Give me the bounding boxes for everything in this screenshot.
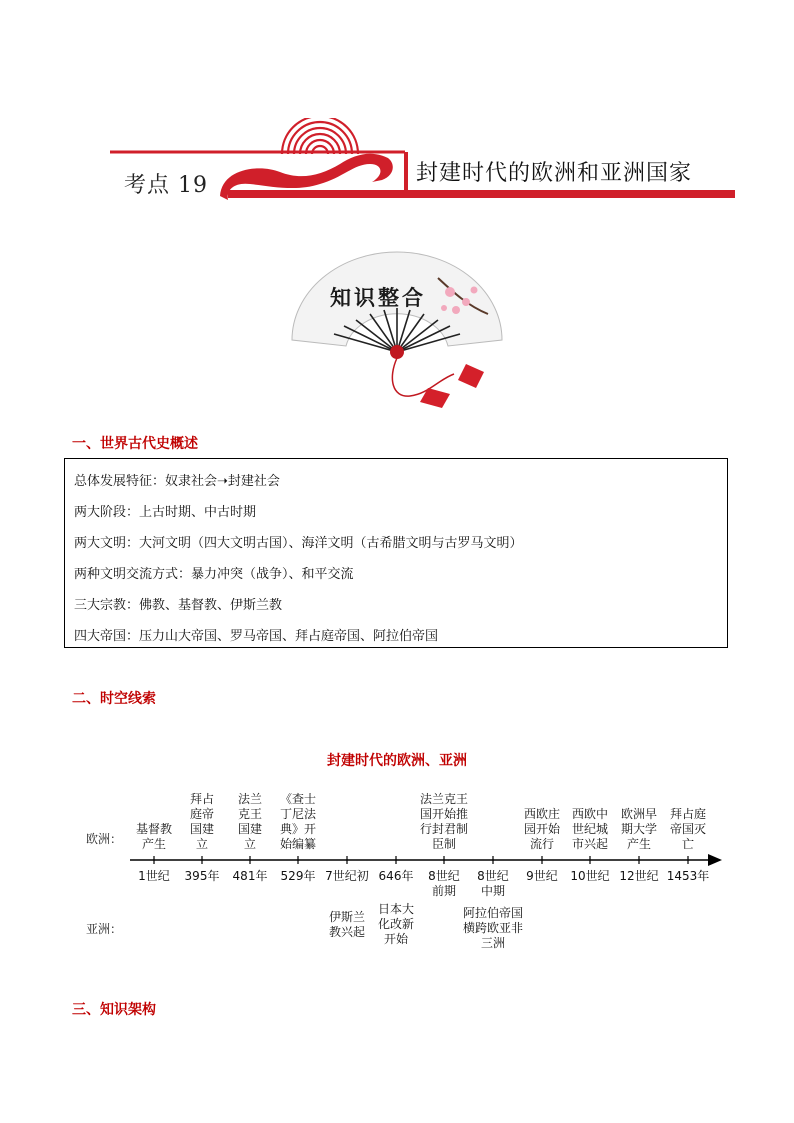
fan-title: 知识整合 [330,285,426,310]
section-heading-overview: 一、世界古代史概述 [72,436,198,452]
asia-event: 伊斯兰 教兴起 [328,910,365,939]
page-title: 封建时代的欧洲和亚洲国家 [416,161,693,186]
point-label: 考点 19 [124,173,208,198]
timeline-tick-label: 481年 [232,869,268,883]
timeline-tick-label: 12世纪 [619,869,659,883]
timeline-tick-label: 10世纪 [570,869,610,883]
europe-event: 西欧中 世纪城 市兴起 [571,807,608,851]
asia-event: 阿拉伯帝国 横跨欧亚非 三洲 [462,906,523,950]
europe-event: 欧洲早 期大学 产生 [620,807,657,851]
overview-line: 两种文明交流方式：暴力冲突（战争）、和平交流 [74,567,354,582]
asia-event: 日本大 化改新 开始 [377,902,414,946]
europe-event: 法兰克王 国开始推 行封君制 臣制 [419,792,468,851]
europe-event: 西欧庄 园开始 流行 [523,807,560,851]
europe-event: 拜占 庭帝 国建 立 [189,792,214,851]
overview-line: 两大文明：大河文明（四大文明古国）、海洋文明（古希腊文明与古罗马文明） [74,536,523,551]
europe-event: 法兰 克王 国建 立 [237,792,262,851]
europe-event: 拜占庭 帝国灭 亡 [669,807,706,851]
timeline-tick-label: 529年 [280,869,316,883]
europe-event: 基督教 产生 [135,822,172,851]
timeline-tick-label: 9世纪 [526,869,558,883]
overview-line: 两大阶段：上古时期、中古时期 [74,505,257,520]
europe-row-label: 欧洲： [86,832,123,846]
overview-line: 总体发展特征：奴隶社会➝封建社会 [74,474,280,489]
section-heading-framework: 三、知识架构 [72,1002,156,1018]
timeline-tick-label: 646年 [378,869,414,883]
timeline-title: 封建时代的欧洲、亚洲 [327,753,467,769]
timeline-tick-label: 1世纪 [138,869,170,883]
timeline-tick-label: 8世纪 中期 [477,869,509,898]
timeline-tick-label: 1453年 [666,869,710,883]
europe-event: 《查士 丁尼法 典》开 始编纂 [279,792,316,851]
timeline-tick-label: 8世纪 前期 [428,869,460,898]
section-heading-timeline: 二、时空线索 [72,691,156,707]
overview-line: 三大宗教：佛教、基督教、伊斯兰教 [74,598,283,613]
overview-line: 四大帝国：压力山大帝国、罗马帝国、拜占庭帝国、阿拉伯帝国 [74,629,439,644]
asia-row-label: 亚洲： [86,922,123,936]
timeline-tick-label: 7世纪初 [325,869,369,883]
timeline-tick-label: 395年 [184,869,220,883]
